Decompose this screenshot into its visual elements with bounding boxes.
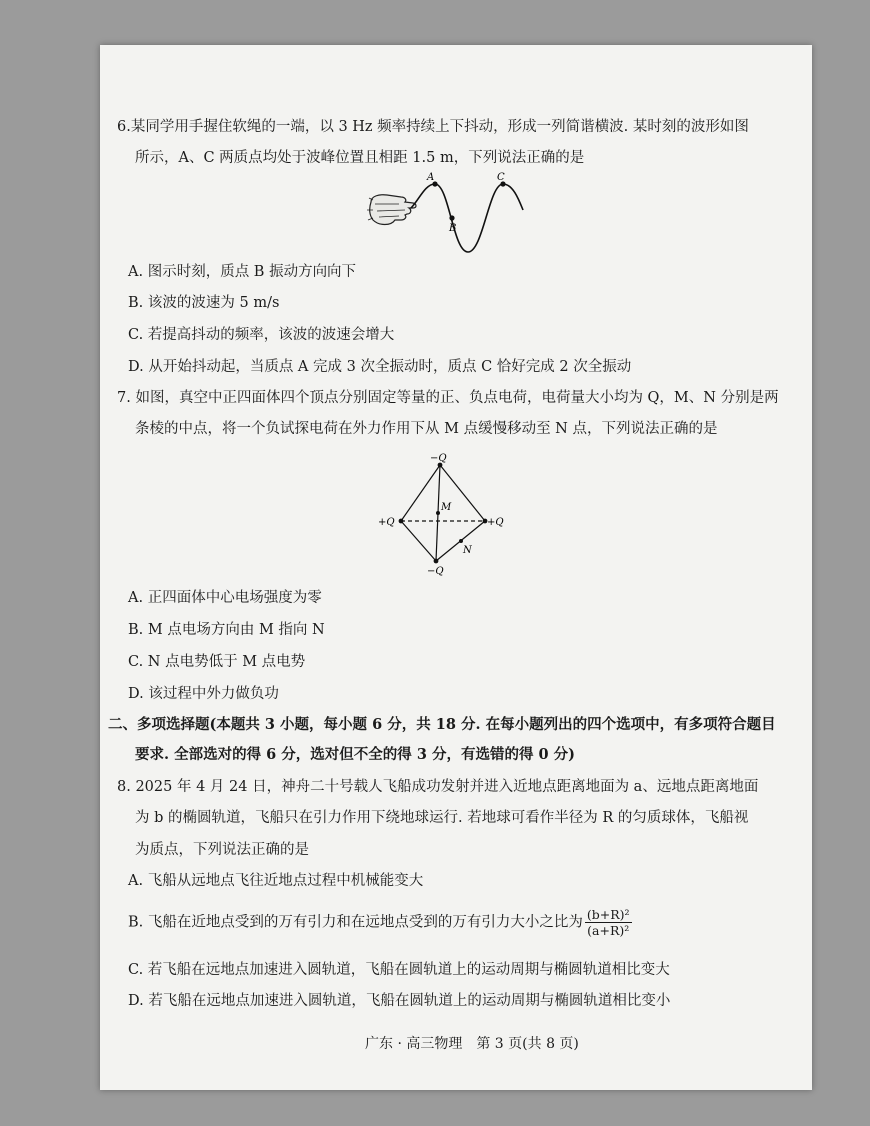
q8-option-a: A. 飞船从远地点飞往近地点过程中机械能变大 <box>128 873 424 889</box>
ratio-fraction <box>585 907 632 938</box>
q8-option-b <box>128 907 632 938</box>
q6-option-c: C. 若提高抖动的频率，该波的波速会增大 <box>128 327 395 343</box>
q8-option-c: C. 若飞船在远地点加速进入圆轨道，飞船在圆轨道上的运动周期与椭圆轨道相比变大 <box>128 962 670 978</box>
q6-stem-line2: 所示，A、C 两质点均处于波峰位置且相距 1.5 m，下列说法正确的是 <box>135 150 585 166</box>
page-footer: 广东 · 高三物理 第 3 页(共 8 页) <box>365 1036 579 1052</box>
q7-option-a: A. 正四面体中心电场强度为零 <box>128 590 322 606</box>
hand-icon <box>367 195 416 225</box>
section2-heading-line2: 要求. 全部选对的得 6 分，选对但不全的得 3 分，有选错的得 0 分) <box>135 746 576 763</box>
wave-label-a: A <box>427 172 435 183</box>
section2-heading-line1: 二、多项选择题(本题共 3 小题，每小题 6 分，共 18 分. 在每小题列出的四个选项中，有多项符合题目 <box>108 716 776 733</box>
ratio-numerator: (b+R)² <box>586 907 630 922</box>
q7-stem-line1: 7. 如图，真空中正四面体四个顶点分别固定等量的正、负点电荷，电荷量大小均为 Q，M、N 分别是两 <box>117 390 779 406</box>
q8-stem-line1: 8. 2025 年 4 月 24 日，神舟二十号载人飞船成功发射并进入近地点距离地面为 a、远地点距离地面 <box>117 779 759 795</box>
wave-figure <box>365 170 540 260</box>
charge-top-label: −Q <box>430 453 447 464</box>
charge-bottom-label: −Q <box>427 566 444 577</box>
q7-option-d: D. 该过程中外力做负功 <box>128 686 279 702</box>
wave-label-b: B <box>449 223 457 234</box>
q8-option-b-text: B. 飞船在近地点受到的万有引力和在远地点受到的万有引力大小之比为 <box>128 914 583 931</box>
q7-option-b: B. M 点电场方向由 M 指向 N <box>128 622 325 638</box>
q8-stem-line2: 为 b 的椭圆轨道，飞船只在引力作用下绕地球运行. 若地球可看作半径为 R 的匀质球体，飞船视 <box>135 810 749 826</box>
charge-right-label: +Q <box>487 517 504 528</box>
exam-page <box>100 45 812 1090</box>
wave-label-c: C <box>497 172 505 183</box>
q8-stem-line3: 为质点，下列说法正确的是 <box>135 842 309 858</box>
q6-option-a: A. 图示时刻，质点 B 振动方向向下 <box>128 264 357 280</box>
q8-option-d: D. 若飞船在远地点加速进入圆轨道，飞船在圆轨道上的运动周期与椭圆轨道相比变小 <box>128 993 671 1009</box>
tetrahedron-figure <box>375 453 505 578</box>
q7-stem-line2: 条棱的中点，将一个负试探电荷在外力作用下从 M 点缓慢移动至 N 点，下列说法正确的是 <box>135 421 718 437</box>
q6-option-d: D. 从开始抖动起，当质点 A 完成 3 次全振动时，质点 C 恰好完成 2 次全振动 <box>128 359 632 375</box>
q6-option-b: B. 该波的波速为 5 m/s <box>128 295 280 311</box>
ratio-denominator: (a+R)² <box>587 923 630 938</box>
charge-left-label: +Q <box>378 517 395 528</box>
point-m-label: M <box>441 502 452 513</box>
q7-option-c: C. N 点电势低于 M 点电势 <box>128 654 306 670</box>
point-n-label: N <box>463 545 472 556</box>
q6-stem-line1: 6.某同学用手握住软绳的一端，以 3 Hz 频率持续上下抖动，形成一列简谐横波. 某时刻的波形如图 <box>117 119 749 135</box>
